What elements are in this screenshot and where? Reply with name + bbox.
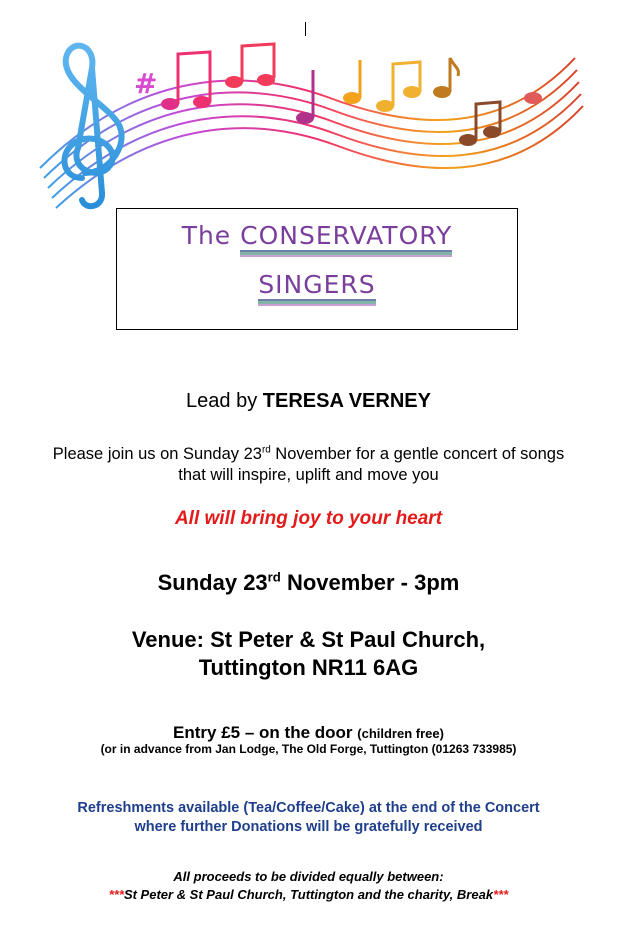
lead-by-line (0, 390, 617, 413)
invite-line2: that will inspire, uplift and move you (178, 466, 439, 484)
stars-right: *** (493, 887, 509, 902)
refresh-line2: where further Donations will be gratefully received (134, 819, 483, 835)
lead-prefix: Lead by (186, 390, 258, 412)
venue-line1: Venue: St Peter & St Paul Church, (131, 627, 486, 652)
proceeds-line1: All proceeds to be divided equally between: (173, 869, 444, 884)
title-the: The (181, 221, 232, 250)
date-sup: rd (267, 569, 281, 585)
advance-tickets: (or in advance from Jan Lodge, The Old Forge, Tuttington (01263 733985) (100, 742, 517, 756)
title-conservatory: CONSERVATORY (240, 221, 453, 250)
concert-date (0, 570, 617, 596)
date-part2: November - 3pm (280, 570, 460, 595)
music-notes (161, 44, 542, 146)
title-line-2 (117, 272, 517, 301)
stars-left: *** (108, 887, 124, 902)
venue-line2: Tuttington NR11 6AG (198, 655, 419, 680)
leader-name: TERESA VERNEY (262, 390, 431, 412)
refreshments-note (0, 799, 617, 837)
proceeds-note (0, 868, 617, 904)
invite-part2: November for a gentle concert of songs (270, 445, 565, 463)
entry-price (0, 723, 617, 743)
music-notes-illustration (30, 28, 590, 218)
invitation-text (0, 444, 617, 486)
venue (0, 626, 617, 682)
title-singers: SINGERS (258, 270, 376, 299)
title-line-1 (117, 223, 517, 252)
entry-note: (children free) (357, 726, 444, 741)
proceeds-line2: St Peter & St Paul Church, Tuttington and the charity, Break (123, 887, 494, 902)
joy-tagline: All will bring joy to your heart (174, 508, 443, 529)
sharp-icon: # (134, 67, 158, 100)
refresh-line1: Refreshments available (Tea/Coffee/Cake) at the end of the Concert (77, 800, 540, 816)
invite-sup: rd (261, 444, 271, 456)
date-part1: Sunday 23 (157, 570, 268, 595)
title-box (116, 208, 518, 330)
invite-part1: Please join us on Sunday 23 (52, 445, 262, 463)
entry-main: Entry £5 – on the door (173, 723, 353, 742)
